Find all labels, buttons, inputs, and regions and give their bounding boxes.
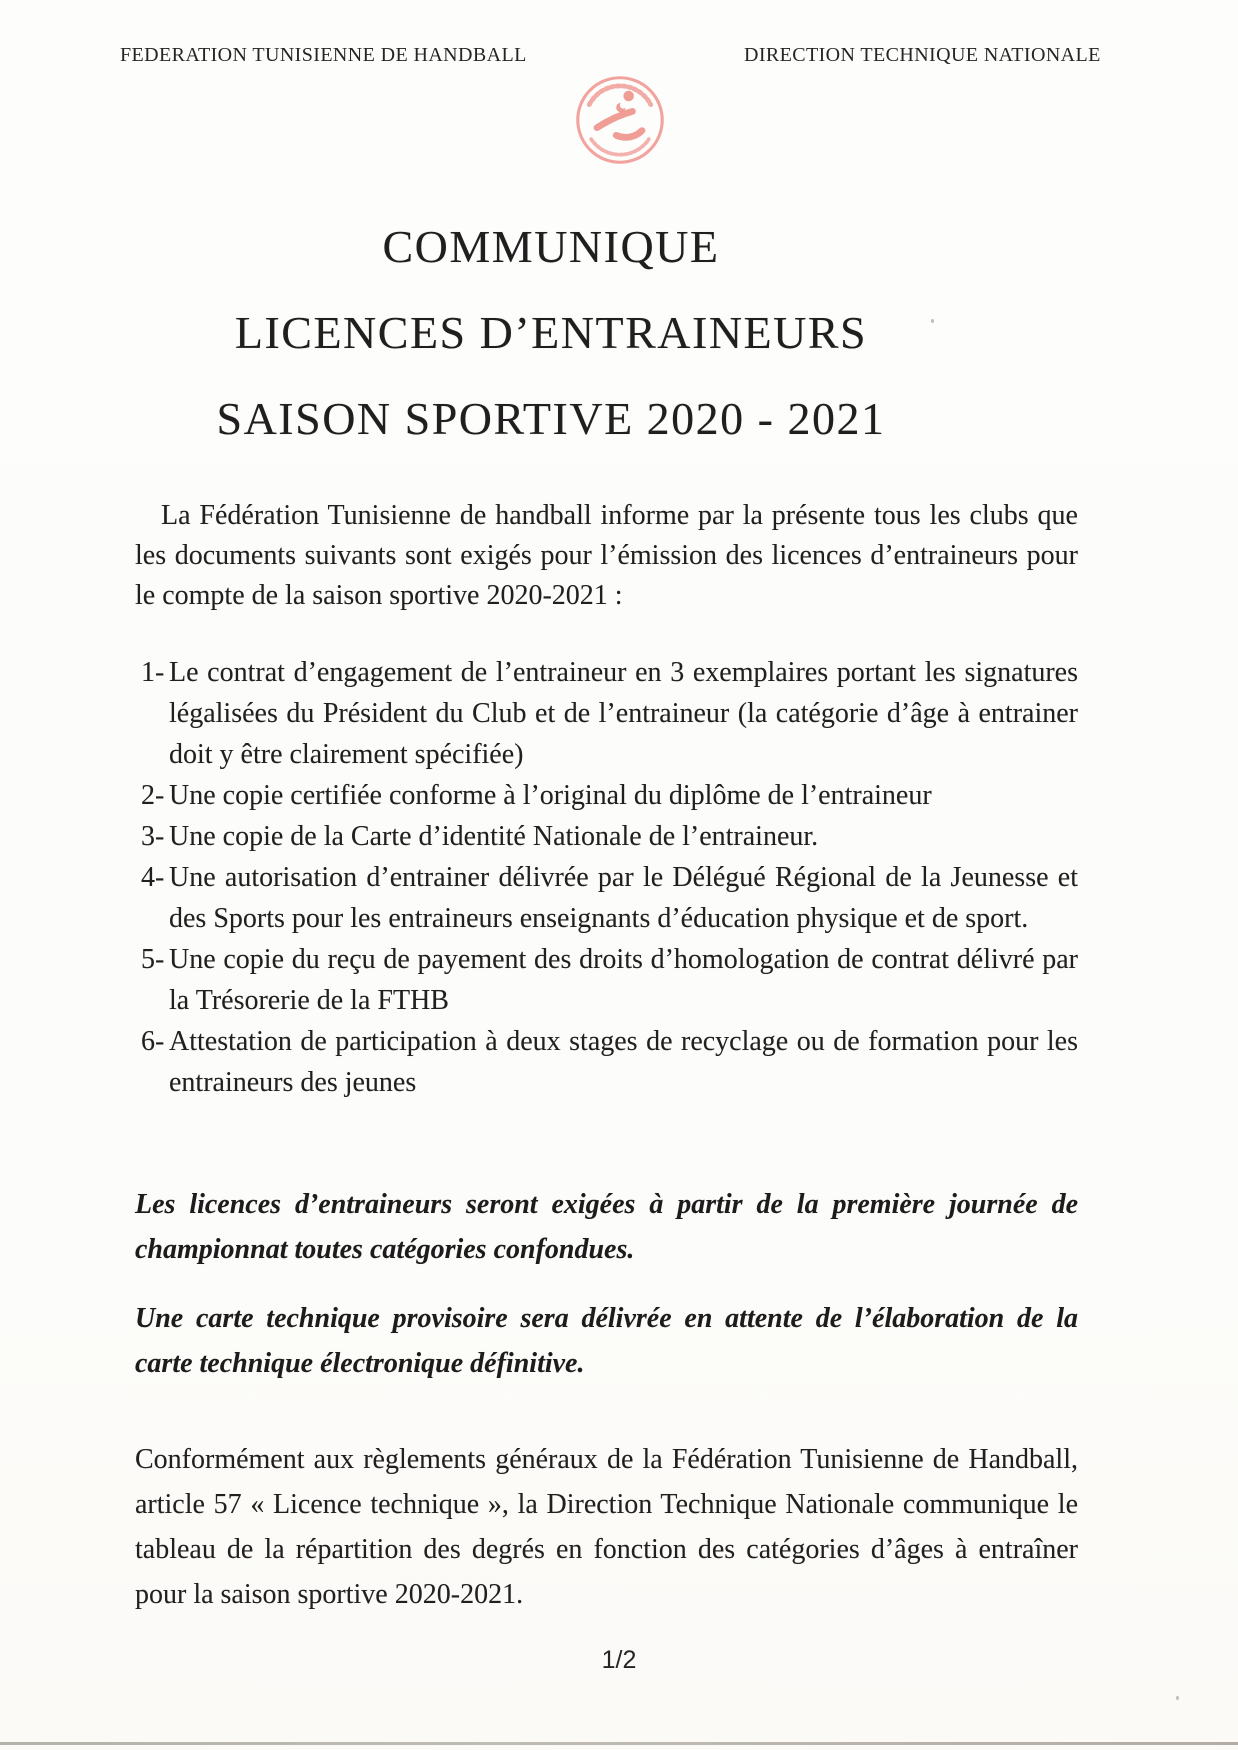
closing-paragraph: Conformément aux règlements généraux de la Fédération Tunisienne de Handball, article 57 « Licence technique », la Direction Technique Nationale communique le tableau de la répartition des degrés en fonction des catégories d’âges à entraîner pour la saison sportive 2020-2021. (135, 1444, 1078, 1610)
list-item-number: 5- (141, 944, 165, 975)
list-item-text: Une copie du reçu de payement des droits d’homologation de contrat délivré par la Trésorerie de la FTHB (169, 944, 1078, 1016)
list-item (135, 652, 1078, 775)
page-number: 1/2 (601, 1646, 637, 1674)
intro-paragraph: La Fédération Tunisienne de handball informe par la présente tous les clubs que les documents suivants sont exigés pour l’émission des licences d’entraineurs pour le compte de la saison sportive 2020-2021 : (135, 500, 1078, 611)
list-item-text: Attestation de participation à deux stages de recyclage ou de formation pour les entraineurs des jeunes (169, 1026, 1078, 1098)
list-item-text: Le contrat d’engagement de l’entraineur en 3 exemplaires portant les signatures légalisées du Président du Club et de l’entraineur (la catégorie d’âge à entrainer doit y être clairement spécifiée) (169, 657, 1078, 770)
federation-stamp-icon (572, 72, 668, 168)
list-item (135, 939, 1078, 1021)
list-item (135, 857, 1078, 939)
list-item-number: 4- (141, 862, 165, 893)
list-item-text: Une copie certifiée conforme à l’original du diplôme de l’entraineur (169, 780, 932, 811)
page-title-line-2: LICENCES D’ENTRAINEURS (234, 307, 868, 358)
page-title-line-1: COMMUNIQUE (382, 221, 720, 272)
list-item (135, 816, 1078, 857)
scan-speck (1176, 1696, 1179, 1700)
scan-speck (931, 319, 934, 323)
scan-edge-line (0, 1742, 1238, 1745)
page-title-line-3: SAISON SPORTIVE 2020 - 2021 (216, 393, 886, 444)
title-block (0, 204, 1102, 462)
list-item-number: 2- (141, 780, 165, 811)
list-item (135, 775, 1078, 816)
requirements-list (135, 652, 1078, 1103)
list-item-number: 1- (141, 657, 165, 688)
list-item-text: Une copie de la Carte d’identité Nationale de l’entraineur. (169, 821, 819, 852)
emphasis-paragraph-carte-technique: Une carte technique provisoire sera délivrée en attente de l’élaboration de la carte technique électronique définitive. (135, 1303, 1078, 1379)
list-item-number: 6- (141, 1026, 165, 1057)
list-item-number: 3- (141, 821, 165, 852)
list-item (135, 1021, 1078, 1103)
header-direction-name: DIRECTION TECHNIQUE NATIONALE (744, 44, 1101, 66)
list-item-text: Une autorisation d’entrainer délivrée par le Délégué Régional de la Jeunesse et des Sports pour les entraineurs enseignants d’éducation physique et de sport. (169, 862, 1078, 934)
emphasis-paragraph-licences: Les licences d’entraineurs seront exigées à partir de la première journée de championnat toutes catégories confondues. (135, 1189, 1078, 1265)
header-federation-name: FEDERATION TUNISIENNE DE HANDBALL (120, 44, 527, 66)
